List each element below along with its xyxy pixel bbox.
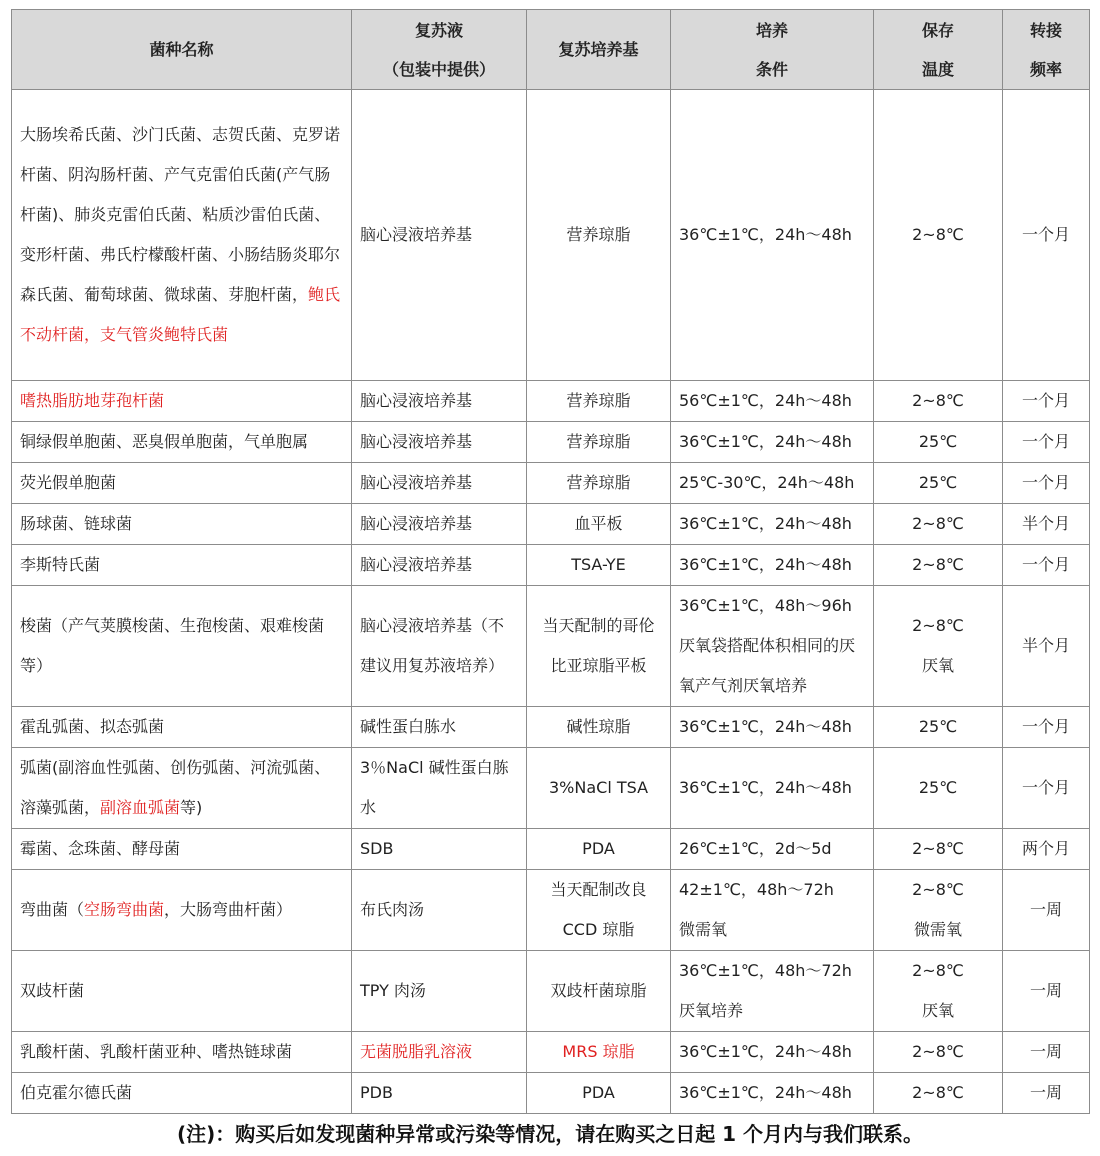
transfer-frequency: 一个月 <box>1003 422 1090 463</box>
strain-name: 伯克霍尔德氏菌 <box>12 1073 352 1114</box>
transfer-frequency: 一个月 <box>1003 463 1090 504</box>
storage-temp: 2~8℃ <box>874 90 1003 381</box>
condition-line: 微需氧 <box>679 920 728 939</box>
revival-fluid: 脑心浸液培养基 <box>352 90 527 381</box>
transfer-frequency: 一周 <box>1003 1073 1090 1114</box>
revival-fluid: 脑心浸液培养基 <box>352 504 527 545</box>
table-row <box>12 951 1090 1032</box>
storage-temp: 2~8℃ <box>874 381 1003 422</box>
strain-name: 弧菌(副溶血性弧菌、创伤弧菌、河流弧菌、溶藻弧菌，副溶血弧菌等) <box>12 748 352 829</box>
strain-name: 梭菌（产气荚膜梭菌、生孢梭菌、艰难梭菌等） <box>12 586 352 707</box>
storage-temp: 25℃ <box>874 422 1003 463</box>
revival-fluid: 无菌脱脂乳溶液 <box>352 1032 527 1073</box>
header-revival-medium: 复苏培养基 <box>527 10 671 90</box>
transfer-frequency: 半个月 <box>1003 586 1090 707</box>
culture-condition: 25℃-30℃，24h～48h <box>671 463 874 504</box>
storage-line: 2~8℃ <box>912 961 964 980</box>
revival-fluid: 脑心浸液培养基 <box>352 381 527 422</box>
strain-name: 荧光假单胞菌 <box>12 463 352 504</box>
strain-name: 肠球菌、链球菌 <box>12 504 352 545</box>
strain-name: 霍乱弧菌、拟态弧菌 <box>12 707 352 748</box>
header-culture-condition: 培养 条件 <box>671 10 874 90</box>
revival-medium: 3%NaCl TSA <box>527 748 671 829</box>
transfer-frequency: 一周 <box>1003 870 1090 951</box>
culture-condition <box>671 870 874 951</box>
header-transfer-frequency: 转接 频率 <box>1003 10 1090 90</box>
storage-temp <box>874 586 1003 707</box>
header-strain-name: 菌种名称 <box>12 10 352 90</box>
transfer-frequency: 半个月 <box>1003 504 1090 545</box>
storage-line: 厌氧 <box>921 1001 954 1020</box>
revival-medium: 营养琼脂 <box>527 90 671 381</box>
table-row <box>12 1032 1090 1073</box>
transfer-frequency: 两个月 <box>1003 829 1090 870</box>
revival-fluid: 碱性蛋白胨水 <box>352 707 527 748</box>
storage-temp <box>874 870 1003 951</box>
highlight-text: 嗜热脂肪地芽孢杆菌 <box>20 391 165 410</box>
revival-medium: 双歧杆菌琼脂 <box>527 951 671 1032</box>
culture-condition: 36℃±1℃，24h～48h <box>671 1032 874 1073</box>
revival-medium <box>527 870 671 951</box>
highlight-text: 副溶血弧菌 <box>100 798 181 817</box>
revival-fluid: 布氏肉汤 <box>352 870 527 951</box>
storage-temp: 25℃ <box>874 748 1003 829</box>
revival-medium: 营养琼脂 <box>527 422 671 463</box>
revival-fluid: 脑心浸液培养基 <box>352 422 527 463</box>
table-header-row <box>12 10 1090 90</box>
culture-condition: 36℃±1℃，24h～48h <box>671 748 874 829</box>
table-row <box>12 870 1090 951</box>
transfer-frequency: 一个月 <box>1003 545 1090 586</box>
table-row <box>12 422 1090 463</box>
culture-condition: 36℃±1℃，24h～48h <box>671 504 874 545</box>
condition-line: 厌氧袋搭配体积相同的厌氧产气剂厌氧培养 <box>679 636 856 695</box>
culture-condition: 36℃±1℃，24h～48h <box>671 1073 874 1114</box>
table-row <box>12 463 1090 504</box>
strain-name: 铜绿假单胞菌、恶臭假单胞菌，气单胞属 <box>12 422 352 463</box>
transfer-frequency: 一个月 <box>1003 381 1090 422</box>
storage-temp <box>874 951 1003 1032</box>
strain-table <box>11 9 1090 1114</box>
strain-name: 大肠埃希氏菌、沙门氏菌、志贺氏菌、克罗诺杆菌、阴沟肠杆菌、产气克雷伯氏菌(产气肠杆菌)、肺炎克雷伯氏菌、粘质沙雷伯氏菌、变形杆菌、弗氏柠檬酸杆菌、小肠结肠炎耶尔森氏菌、葡萄球菌、微球菌、芽胞杆菌，鲍氏不动杆菌，支气管炎鲍特氏菌 <box>12 90 352 381</box>
table-row <box>12 829 1090 870</box>
medium-line: 当天配制改良 <box>550 880 647 899</box>
strain-name: 李斯特氏菌 <box>12 545 352 586</box>
storage-temp: 2~8℃ <box>874 504 1003 545</box>
revival-fluid: 脑心浸液培养基 <box>352 463 527 504</box>
table-row <box>12 381 1090 422</box>
highlight-text: 鲍氏不动杆菌，支气管炎鲍特氏菌 <box>20 285 341 344</box>
revival-medium: PDA <box>527 829 671 870</box>
culture-condition: 36℃±1℃，24h～48h <box>671 545 874 586</box>
header-revival-fluid: 复苏液 （包装中提供） <box>352 10 527 90</box>
strain-name: 乳酸杆菌、乳酸杆菌亚种、嗜热链球菌 <box>12 1032 352 1073</box>
transfer-frequency: 一个月 <box>1003 707 1090 748</box>
revival-medium: 营养琼脂 <box>527 381 671 422</box>
storage-temp: 2~8℃ <box>874 829 1003 870</box>
transfer-frequency: 一周 <box>1003 951 1090 1032</box>
culture-condition: 36℃±1℃，24h～48h <box>671 707 874 748</box>
revival-fluid: TPY 肉汤 <box>352 951 527 1032</box>
table-row <box>12 545 1090 586</box>
transfer-frequency: 一周 <box>1003 1032 1090 1073</box>
revival-fluid: 脑心浸液培养基（不建议用复苏液培养） <box>352 586 527 707</box>
storage-line: 厌氧 <box>921 656 954 675</box>
culture-condition <box>671 951 874 1032</box>
revival-medium: 血平板 <box>527 504 671 545</box>
storage-temp: 2~8℃ <box>874 1073 1003 1114</box>
storage-line: 2~8℃ <box>912 616 964 635</box>
culture-condition <box>671 586 874 707</box>
culture-condition: 56℃±1℃，24h～48h <box>671 381 874 422</box>
strain-name <box>12 381 352 422</box>
condition-line: 厌氧培养 <box>679 1001 744 1020</box>
revival-medium: PDA <box>527 1073 671 1114</box>
revival-fluid: PDB <box>352 1073 527 1114</box>
revival-medium: TSA-YE <box>527 545 671 586</box>
storage-temp: 25℃ <box>874 707 1003 748</box>
storage-line: 微需氧 <box>913 920 962 939</box>
table-row <box>12 90 1090 381</box>
storage-temp: 2~8℃ <box>874 1032 1003 1073</box>
condition-line: 36℃±1℃，48h～72h <box>679 961 852 980</box>
table-row <box>12 1073 1090 1114</box>
strain-name: 双歧杆菌 <box>12 951 352 1032</box>
medium-line: CCD 琼脂 <box>562 920 635 939</box>
culture-condition: 36℃±1℃，24h～48h <box>671 422 874 463</box>
highlight-text: 空肠弯曲菌 <box>84 900 165 919</box>
revival-medium: 碱性琼脂 <box>527 707 671 748</box>
transfer-frequency: 一个月 <box>1003 748 1090 829</box>
storage-temp: 25℃ <box>874 463 1003 504</box>
table-row <box>12 748 1090 829</box>
strain-name: 霉菌、念珠菌、酵母菌 <box>12 829 352 870</box>
storage-temp: 2~8℃ <box>874 545 1003 586</box>
condition-line: 42±1℃，48h～72h <box>679 880 834 899</box>
storage-line: 2~8℃ <box>912 880 964 899</box>
revival-fluid: 脑心浸液培养基 <box>352 545 527 586</box>
culture-condition: 36℃±1℃，24h～48h <box>671 90 874 381</box>
table-row <box>12 707 1090 748</box>
revival-fluid: 3％NaCl 碱性蛋白胨水 <box>352 748 527 829</box>
transfer-frequency: 一个月 <box>1003 90 1090 381</box>
revival-medium: MRS 琼脂 <box>527 1032 671 1073</box>
culture-condition: 26℃±1℃，2d～5d <box>671 829 874 870</box>
revival-medium: 当天配制的哥伦比亚琼脂平板 <box>527 586 671 707</box>
strain-name: 弯曲菌（空肠弯曲菌，大肠弯曲杆菌） <box>12 870 352 951</box>
table-row <box>12 586 1090 707</box>
revival-fluid: SDB <box>352 829 527 870</box>
condition-line: 36℃±1℃，48h～96h <box>679 596 852 615</box>
table-row <box>12 504 1090 545</box>
header-storage-temp: 保存 温度 <box>874 10 1003 90</box>
footer-note: (注)：购买后如发现菌种异常或污染等情况，请在购买之日起 1 个月内与我们联系。 <box>176 1122 924 1146</box>
revival-medium: 营养琼脂 <box>527 463 671 504</box>
